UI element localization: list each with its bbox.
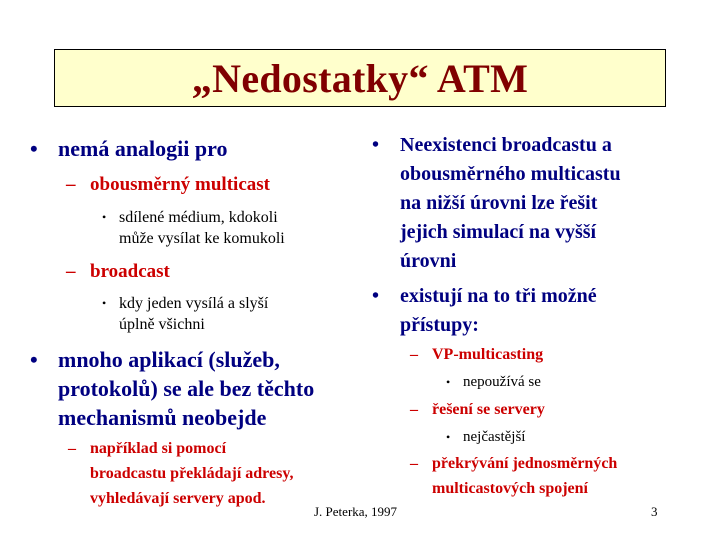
dash-marker: – [410,401,418,418]
left-detail-broadcast [102,293,269,335]
footer-author: J. Peterka, 1997 [314,504,398,519]
right-sub-bullet-overlay-line-1: překrývání jednosměrných [432,455,618,472]
dash-marker: – [410,346,418,363]
dash-marker: – [410,455,418,472]
bullet-marker: • [30,347,38,372]
bullet-marker: • [372,134,380,156]
left-detail-multicast [102,207,285,249]
bullet-marker: • [102,210,107,224]
right-bullet-1-line-3: na nižší úrovni lze řešit [400,192,598,214]
page-number: 3 [651,504,658,519]
left-bullet-2 [30,345,315,432]
bullet-marker: • [372,285,380,307]
left-sub-bullet-example [68,436,294,511]
right-sub-bullet-vp-multicasting-text: VP-multicasting [432,346,544,363]
bullet-marker: • [30,136,38,161]
right-bullet-2 [372,282,597,340]
right-detail-servers [446,427,526,448]
left-sub-bullet-multicast-text: obousměrný multicast [90,174,270,195]
left-sub-bullet-example-line-1: například si pomocí [90,440,227,457]
right-sub-bullet-vp-multicasting [410,342,544,367]
right-bullet-1-line-5: úrovni [400,250,457,272]
left-bullet-2-line-1: mnoho aplikací (služeb, [58,347,280,372]
left-detail-broadcast-line-2: úplně všichni [119,316,205,333]
right-detail-servers-text: nejčastější [463,429,526,445]
left-sub-bullet-broadcast-text: broadcast [90,261,170,282]
left-sub-bullet-multicast [66,173,270,197]
right-sub-bullet-overlay [410,451,618,501]
left-detail-multicast-line-1: sdílené médium, kdokoli [119,209,278,226]
right-sub-bullet-overlay-line-2: multicastových spojení [432,480,588,497]
left-bullet-1 [30,134,228,163]
left-bullet-2-line-3: mechanismů neobejde [58,405,267,430]
bullet-marker: • [102,296,107,310]
left-sub-bullet-example-line-3: vyhledávají servery apod. [90,490,266,507]
slide-title: „Nedostatky“ ATM [191,55,529,101]
dash-marker: – [66,261,76,282]
dash-marker: – [68,440,76,457]
right-sub-bullet-servers [410,397,545,422]
left-detail-broadcast-line-1: kdy jeden vysílá a slyší [119,295,269,312]
left-sub-bullet-example-line-2: broadcastu překládají adresy, [90,465,294,482]
dash-marker: – [66,174,76,195]
bullet-marker: • [446,375,451,389]
right-bullet-1-line-2: obousměrného multicastu [400,163,621,185]
right-detail-vp-multicasting-text: nepoužívá se [463,374,541,390]
left-sub-bullet-broadcast [66,260,170,284]
left-detail-multicast-line-2: může vysílat ke komukoli [119,230,285,247]
right-sub-bullet-servers-text: řešení se servery [432,401,545,418]
left-bullet-2-line-2: protokolů) se ale bez těchto [58,376,315,401]
title-box [54,49,666,107]
right-bullet-2-line-2: přístupy: [400,314,479,336]
right-bullet-1-line-1: Neexistenci broadcastu a [400,134,612,156]
left-bullet-1-text: nemá analogii pro [58,136,228,161]
right-bullet-2-line-1: existují na to tři možné [400,285,597,307]
right-bullet-1-line-4: jejich simulací na vyšší [400,221,597,243]
right-detail-vp-multicasting [446,372,541,393]
right-bullet-1 [372,131,621,276]
bullet-marker: • [446,430,451,444]
